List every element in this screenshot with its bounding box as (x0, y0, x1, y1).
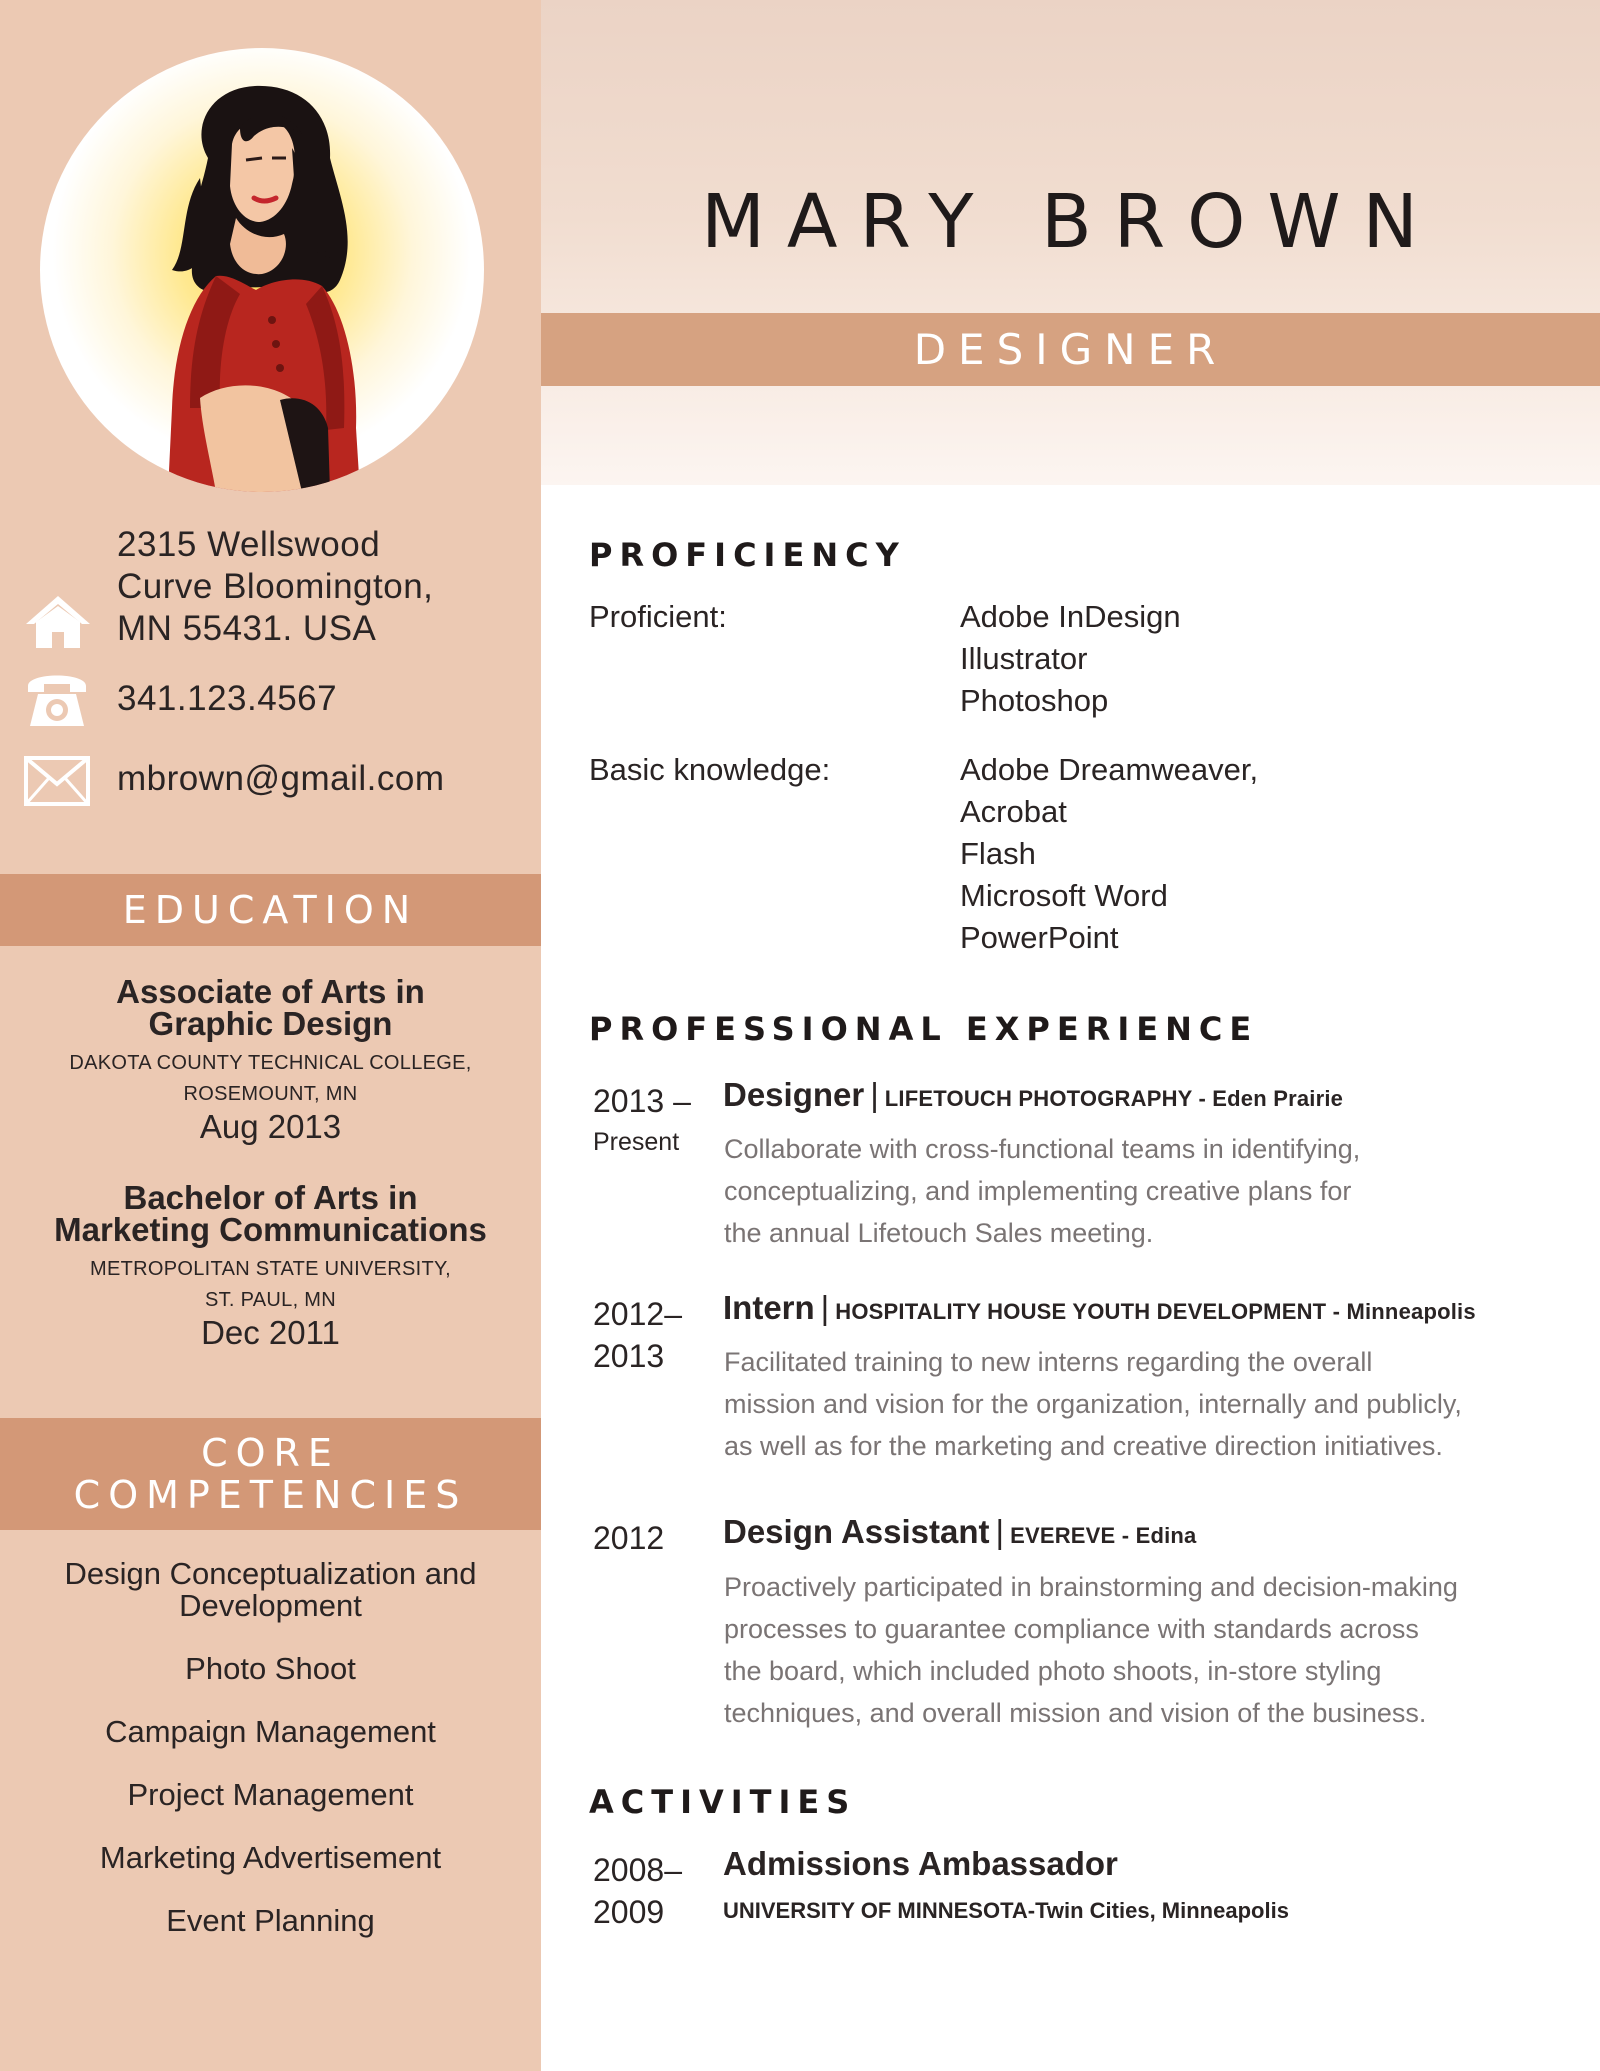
description-line: as well as for the marketing and creative direction initiatives. (724, 1431, 1443, 1461)
year-line: 2013 (593, 1338, 665, 1374)
degree-line: Associate of Arts in (116, 973, 425, 1010)
description-line: processes to guarantee compliance with standards across (724, 1614, 1419, 1644)
school-line: DAKOTA COUNTY TECHNICAL COLLEGE, (69, 1052, 472, 1074)
description-line: the board, which included photo shoots, in-store styling (724, 1656, 1382, 1686)
year-line: 2012 (593, 1520, 665, 1556)
basic-knowledge-list (960, 749, 1258, 959)
education-item (0, 973, 541, 1145)
school-line: ROSEMOUNT, MN (183, 1083, 358, 1105)
basic-knowledge-label: Basic knowledge: (589, 752, 831, 787)
experience-years (593, 1293, 682, 1377)
job-role: Design Assistant (723, 1513, 990, 1550)
description-line: Facilitated training to new interns regarding the overall (724, 1347, 1373, 1377)
skill-item: Acrobat (960, 794, 1067, 829)
description-line: conceptualizing, and implementing creative plans for (724, 1176, 1352, 1206)
experience-title (723, 1289, 1476, 1327)
proficient-label: Proficient: (589, 599, 727, 634)
mail-icon (24, 756, 90, 810)
phone-number[interactable]: 341.123.4567 (117, 679, 338, 718)
degree-line: Graphic Design (148, 1005, 393, 1042)
description-line: Proactively participated in brainstorming and decision-making (724, 1572, 1458, 1602)
skill-item: Adobe InDesign (960, 599, 1181, 634)
skill-item: Flash (960, 836, 1036, 871)
experience-title (723, 1513, 1196, 1551)
year-line: Present (593, 1128, 680, 1156)
competency-item: Design Conceptualization and Development (64, 1556, 477, 1623)
experience-title (723, 1076, 1343, 1114)
degree-line: Marketing Communications (54, 1211, 487, 1248)
address-line-2: Curve Bloomington, (117, 567, 434, 606)
experience-years (593, 1080, 691, 1162)
job-role: Designer (723, 1076, 865, 1113)
competency-item: Marketing Advertisement (99, 1840, 442, 1875)
skill-item: Photoshop (960, 683, 1109, 718)
school-line: ST. PAUL, MN (204, 1289, 337, 1311)
organization: HOSPITALITY HOUSE YOUTH DEVELOPMENT - Minneapolis (835, 1299, 1476, 1324)
competency-item: Event Planning (166, 1903, 375, 1938)
description-line: techniques, and overall mission and vision of the business. (724, 1698, 1427, 1728)
email-address[interactable]: mbrown@gmail.com (117, 759, 445, 798)
graduation-date: Aug 2013 (199, 1108, 342, 1145)
competency-item: Photo Shoot (185, 1651, 356, 1686)
job-title: DESIGNER (541, 313, 1600, 386)
competency-item: Project Management (127, 1777, 414, 1812)
job-role: Intern (723, 1289, 815, 1326)
year-line: 2009 (593, 1894, 665, 1930)
separator: | (870, 1076, 879, 1113)
degree (0, 1179, 541, 1248)
year-line: 2008– (593, 1852, 682, 1888)
graduation-date: Dec 2011 (201, 1314, 340, 1351)
competencies-heading-line: COMPETENCIES (73, 1473, 468, 1517)
competencies-heading-line: CORE (201, 1431, 340, 1475)
activity-title: Admissions Ambassador (723, 1845, 1118, 1882)
education-heading: EDUCATION (0, 874, 541, 946)
sidebar (0, 0, 541, 2071)
competencies-list (0, 1558, 541, 1968)
phone-icon (24, 666, 90, 734)
skill-item: Microsoft Word (960, 878, 1168, 913)
address-line-1: 2315 Wellswood (117, 525, 381, 564)
separator: | (820, 1289, 830, 1326)
person-name: MARY BROWN (701, 179, 1440, 265)
competency-item: Campaign Management (105, 1714, 436, 1749)
experience-years (593, 1517, 664, 1559)
skill-item: PowerPoint (960, 920, 1119, 955)
activity-years (593, 1849, 682, 1933)
skill-item: Illustrator (960, 641, 1088, 676)
school (0, 1254, 541, 1316)
activity-organization: UNIVERSITY OF MINNESOTA-Twin Cities, Minneapolis (723, 1898, 1289, 1923)
profile-photo (40, 48, 484, 492)
home-icon (24, 592, 92, 654)
year-line: 2013 – (593, 1083, 691, 1119)
organization: LIFETOUCH PHOTOGRAPHY - Eden Prairie (884, 1086, 1344, 1111)
experience-description (724, 1566, 1564, 1734)
school-line: METROPOLITAN STATE UNIVERSITY, (90, 1258, 451, 1280)
description-line: mission and vision for the organization, internally and publicly, (724, 1389, 1462, 1419)
description-line: Collaborate with cross-functional teams in identifying, (724, 1134, 1361, 1164)
degree (0, 973, 541, 1042)
description-line: the annual Lifetouch Sales meeting. (724, 1218, 1154, 1248)
activities-heading: ACTIVITIES (589, 1783, 857, 1821)
header (541, 0, 1600, 485)
degree-line: Bachelor of Arts in (123, 1179, 418, 1216)
school (0, 1048, 541, 1110)
education-item (0, 1179, 541, 1351)
competencies-heading (0, 1418, 541, 1530)
experience-description (724, 1341, 1564, 1467)
portrait-illustration (40, 48, 484, 492)
organization: EVEREVE - Edina (1010, 1523, 1197, 1548)
address-line-3: MN 55431. USA (117, 609, 377, 648)
skill-item: Adobe Dreamweaver, (960, 752, 1259, 787)
proficiency-heading: PROFICIENCY (589, 536, 906, 574)
experience-description (724, 1128, 1564, 1254)
proficient-list (960, 596, 1181, 722)
year-line: 2012– (593, 1296, 682, 1332)
experience-heading: PROFESSIONAL EXPERIENCE (589, 1010, 1259, 1048)
separator: | (995, 1513, 1005, 1550)
